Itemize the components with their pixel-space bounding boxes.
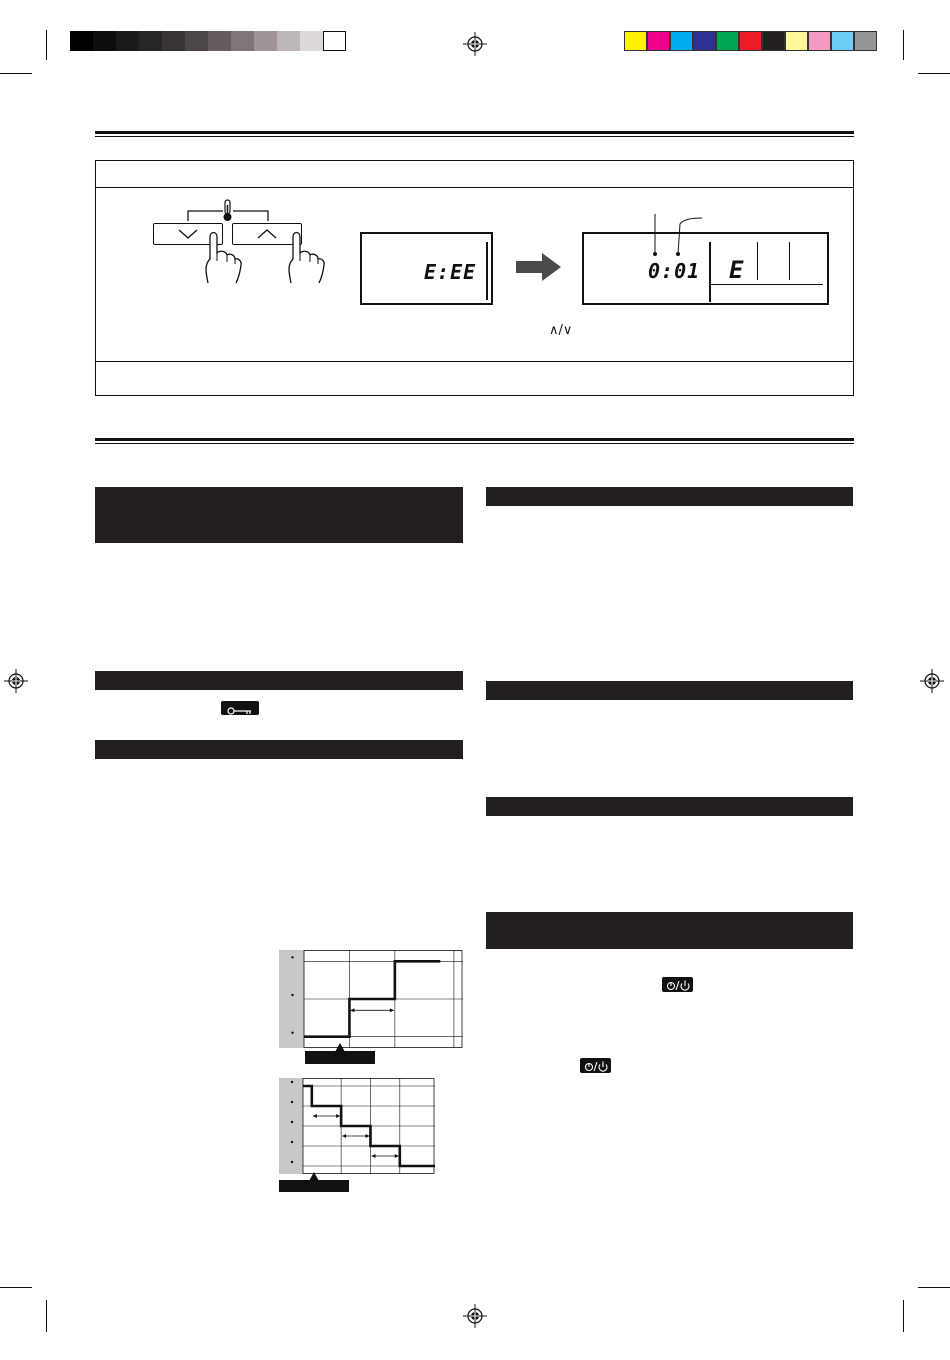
crop-mark: [0, 1287, 32, 1288]
color-swatch: [647, 31, 670, 51]
gray-swatch: [323, 31, 346, 51]
color-swatch: [670, 31, 693, 51]
crop-mark: [918, 73, 950, 74]
color-swatch: [808, 31, 831, 51]
section-rule: [95, 131, 854, 134]
display-divider: [711, 284, 823, 285]
section-rule: [95, 438, 854, 441]
color-swatch: [785, 31, 808, 51]
display-before-text: E:EE: [424, 260, 477, 284]
gray-swatch: [208, 31, 231, 51]
gray-swatch: [116, 31, 139, 51]
key-icon: [221, 701, 259, 715]
chart-axis-band: [279, 1078, 303, 1174]
gray-swatch: [277, 31, 300, 51]
left-subheading-bar-1: [95, 671, 463, 690]
color-swatch: [693, 31, 716, 51]
chart-tick-mark: [291, 1031, 293, 1033]
gray-swatch: [93, 31, 116, 51]
section-rule: [95, 136, 854, 137]
crop-mark: [903, 30, 904, 60]
crop-mark: [903, 1300, 904, 1332]
arrow-right-icon: [516, 252, 562, 282]
chevron-down-icon: [177, 228, 199, 240]
color-swatch: [762, 31, 785, 51]
fan-power-button-icon: [580, 1058, 611, 1073]
color-swatch: [739, 31, 762, 51]
display-divider: [486, 242, 488, 300]
chart-tick-mark: [291, 1161, 293, 1163]
color-swatch: [854, 31, 877, 51]
gray-swatch: [300, 31, 323, 51]
registration-target-icon: [4, 669, 28, 693]
chart-tick-mark: [291, 1101, 293, 1103]
right-subheading-bar-3: [486, 797, 853, 816]
thermometer-icon: [186, 197, 270, 225]
chart-tick-mark: [291, 994, 293, 996]
panel-divider: [96, 187, 853, 188]
left-subheading-bar-2: [95, 740, 463, 759]
gray-swatch: [254, 31, 277, 51]
color-swatch: [716, 31, 739, 51]
fan-power-button-icon: [662, 977, 693, 992]
crop-mark: [0, 73, 32, 74]
panel-divider: [96, 361, 853, 362]
registration-target-icon: [463, 32, 487, 56]
arrow-keys-text: ∧/∨: [549, 323, 573, 338]
display-code-text: E: [729, 256, 745, 284]
pressing-hand-icon: [200, 225, 246, 285]
crop-mark: [46, 1300, 47, 1332]
chart1-marker-icon: [335, 1043, 345, 1052]
gray-swatch: [70, 31, 93, 51]
section-rule: [95, 443, 854, 444]
pressing-hand-icon: [283, 225, 329, 285]
temperature-step-down-chart: [279, 1078, 435, 1174]
color-swatch: [831, 31, 854, 51]
chart2-marker-icon: [309, 1172, 319, 1181]
crop-mark: [46, 30, 47, 60]
display-time-text: 0:01: [648, 259, 701, 283]
left-main-heading-bar: [95, 487, 463, 543]
display-divider: [757, 242, 758, 280]
chart-tick-mark: [291, 956, 293, 958]
right-subheading-bar-2: [486, 681, 853, 700]
gray-swatch: [162, 31, 185, 51]
chart1-label-box: [305, 1051, 375, 1064]
color-swatch: [624, 31, 647, 51]
right-subheading-bar-1: [486, 487, 853, 506]
display-divider: [789, 242, 790, 280]
display-before: [360, 232, 493, 305]
gray-swatch: [139, 31, 162, 51]
gray-swatch: [231, 31, 254, 51]
right-main-heading-bar: [486, 912, 853, 949]
chart-tick-mark: [291, 1081, 293, 1083]
chevron-up-icon: [256, 228, 278, 240]
callout-lines: [640, 212, 720, 262]
crop-mark: [918, 1287, 950, 1288]
temperature-step-up-chart: [279, 950, 463, 1048]
gray-swatch: [185, 31, 208, 51]
registration-target-icon: [920, 669, 944, 693]
chart-tick-mark: [291, 1121, 293, 1123]
registration-target-icon: [463, 1304, 487, 1328]
chart-tick-mark: [291, 1141, 293, 1143]
chart2-label-box: [279, 1180, 349, 1192]
